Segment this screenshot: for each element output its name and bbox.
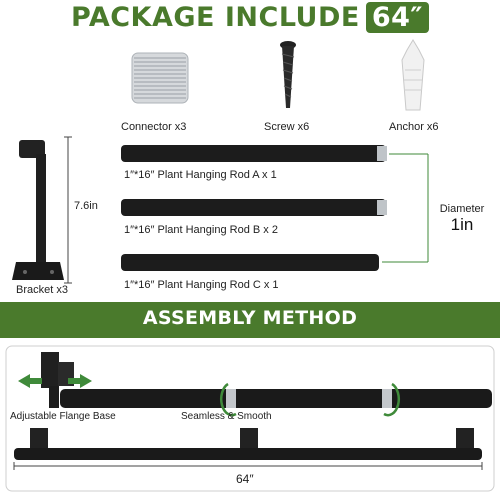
total-length-label: 64″ xyxy=(236,472,254,486)
diameter-connector-line xyxy=(382,154,428,262)
assembled-rod-upper xyxy=(60,389,492,408)
rod-b xyxy=(121,199,387,216)
bracket-dimension-line xyxy=(64,137,72,283)
assembly-title: ASSEMBLY METHOD xyxy=(142,307,358,329)
anchor-icon xyxy=(402,40,424,110)
flange-label: Adjustable Flange Base xyxy=(10,411,116,422)
size-badge: 64″ xyxy=(366,2,429,33)
bracket-height-label: 7.6in xyxy=(74,200,98,212)
length-dimension-line xyxy=(14,462,482,470)
screw-label: Screw x6 xyxy=(264,121,310,133)
diameter-label: Diameter xyxy=(439,203,485,215)
rod-c xyxy=(121,254,379,271)
package-title-text: PACKAGE INCLUDE xyxy=(71,2,360,33)
rod-a-label: 1″*16″ Plant Hanging Rod A x 1 xyxy=(124,169,277,181)
bracket-icon xyxy=(12,140,64,280)
rod-c-label: 1″*16″ Plant Hanging Rod C x 1 xyxy=(124,279,279,291)
bracket-label: Bracket x3 xyxy=(16,284,68,296)
seamless-label: Seamless & Smooth xyxy=(181,411,272,422)
anchor-label: Anchor x6 xyxy=(389,121,439,133)
assembled-rod-lower xyxy=(14,428,482,460)
connector-label: Connector x3 xyxy=(121,121,187,133)
screw-icon xyxy=(280,41,296,108)
rod-b-label: 1″*16″ Plant Hanging Rod B x 2 xyxy=(124,224,278,236)
rod-a xyxy=(121,145,387,162)
connector-icon xyxy=(132,53,188,103)
diameter-block xyxy=(432,203,492,235)
diameter-value: 1in xyxy=(450,215,474,234)
